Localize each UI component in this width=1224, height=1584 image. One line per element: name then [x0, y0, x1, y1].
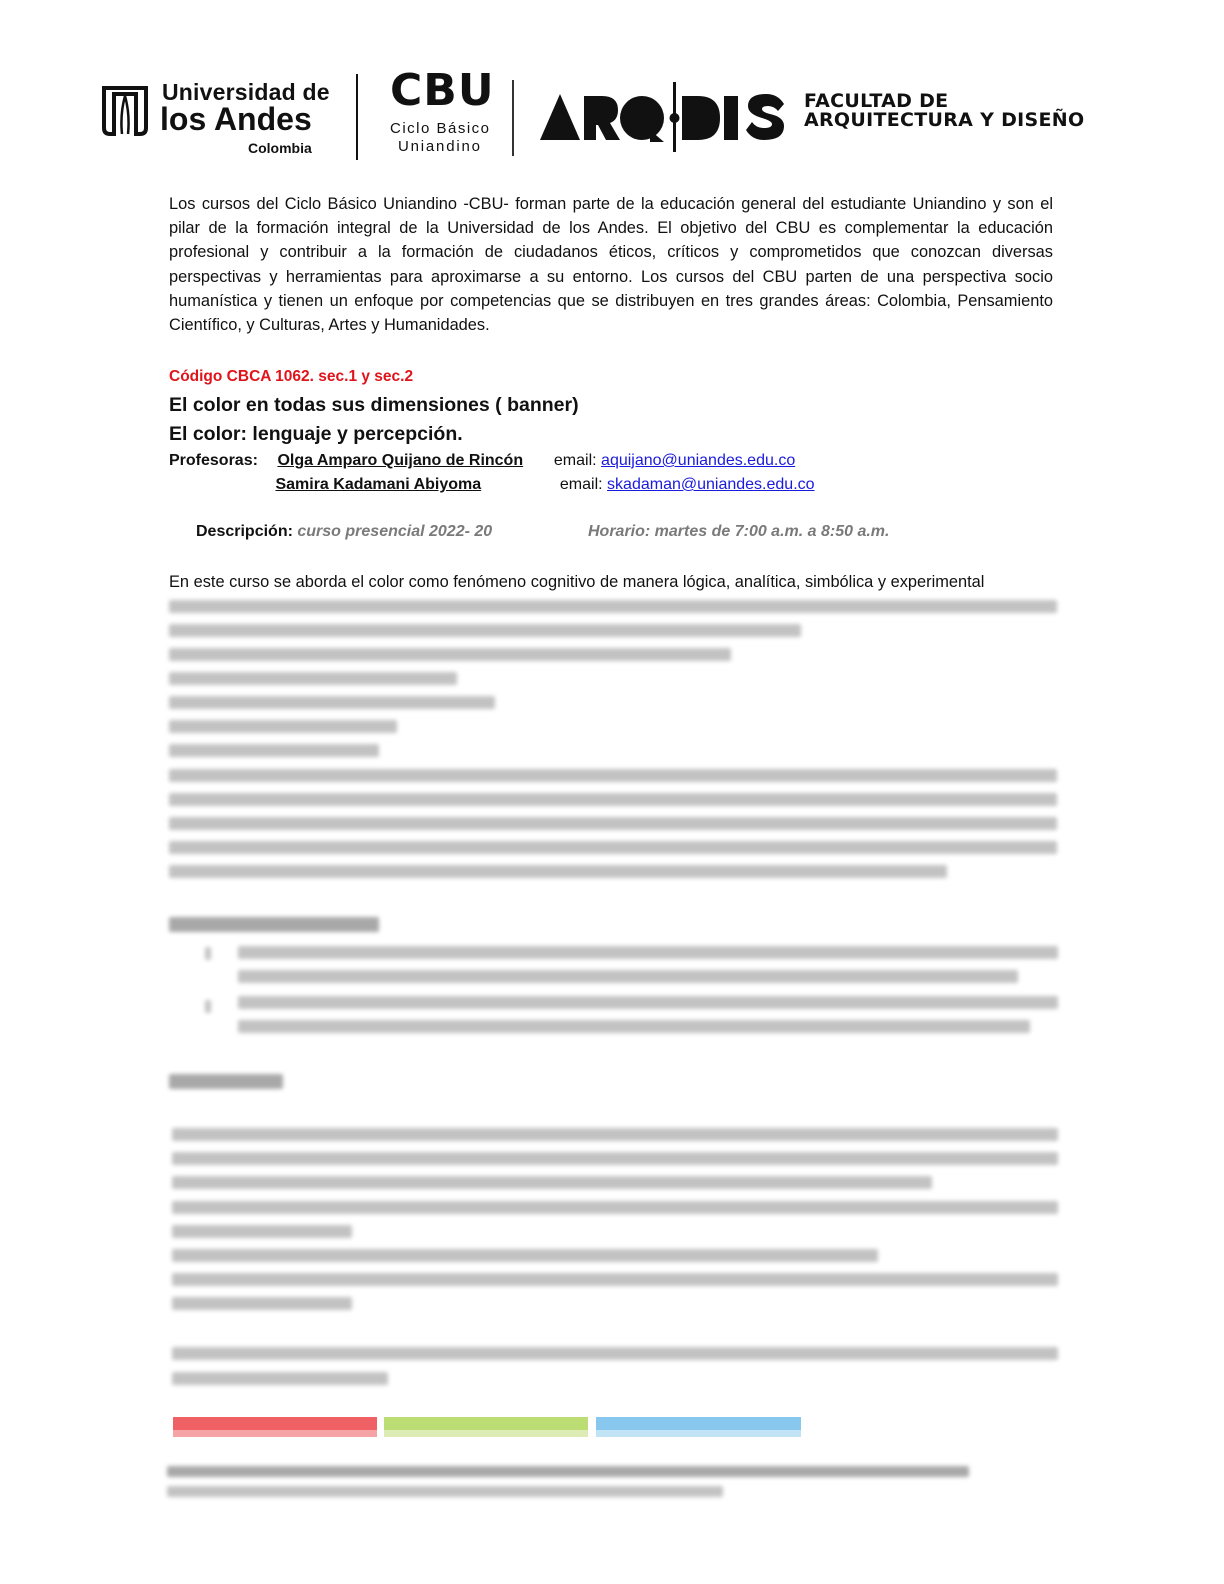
blurred-line: [169, 744, 379, 757]
cbu-logo: [388, 65, 518, 162]
blurred-line: [172, 1201, 1058, 1214]
blurred-line: [169, 865, 947, 878]
blurred-line: [169, 720, 397, 733]
professor-name: Samira Kadamani Abiyoma: [275, 476, 482, 493]
email-label: email:: [559, 476, 603, 493]
blurred-line: [172, 1225, 352, 1238]
blurred-line: [238, 970, 1018, 983]
blurred-line: [172, 1273, 1058, 1286]
email-label: email:: [553, 452, 597, 469]
blurred-line: [169, 600, 1057, 613]
blurred-line: [169, 769, 1057, 782]
uniandes-line3: Colombia: [248, 140, 312, 156]
color-bar-green: [384, 1417, 588, 1437]
professor-email-link[interactable]: aquijano@uniandes.edu.co: [601, 452, 796, 469]
blurred-line: [169, 672, 457, 685]
cbu-line1: Ciclo Básico: [390, 120, 491, 137]
blurred-footer-line: [167, 1466, 969, 1477]
blurred-line: [169, 624, 801, 637]
header-logos: [98, 65, 1128, 164]
logo-divider: [512, 80, 514, 156]
schedule: Horario: martes de 7:00 a.m. a 8:50 a.m.: [588, 523, 890, 540]
intro-paragraph: Los cursos del Ciclo Básico Uniandino -CBU- forman parte de la educación general del estudiante Uniandino y son el pilar de la formación integral de la Universidad de los Andes. El objetivo del CBU es complementar la educación profesional y contribuir a la formación de ciudadanos éticos, críticos y comprometidos que conozcan diversas perspectivas y herramientas para aproximarse a su entorno. Los cursos del CBU parten de una perspectiva socio humanística y tienen un enfoque por competencias que se distribuyen en tres grandes áreas: Colombia, Pensamiento Científico, y Culturas, Artes y Humanidades.: [169, 195, 1053, 335]
blurred-line: [172, 1176, 932, 1189]
blurred-line: [172, 1128, 1058, 1141]
arqdis-logo-icon: [538, 82, 788, 152]
blurred-line: [169, 841, 1057, 854]
uniandes-line1: Universidad de: [162, 79, 330, 105]
blurred-heading: [169, 917, 379, 932]
cbu-acronym: CBU: [390, 65, 495, 116]
blurred-line: [169, 696, 495, 709]
blurred-line: [169, 793, 1057, 806]
course-title: El color en todas sus dimensiones ( banner): [169, 394, 579, 416]
blurred-line: [169, 648, 731, 661]
blurred-bullet: [205, 947, 211, 960]
logo-divider: [356, 74, 358, 160]
professors-label: Profesoras:: [169, 452, 258, 469]
uniandes-line2: los Andes: [160, 101, 312, 137]
description-label: Descripción:: [196, 523, 293, 540]
color-bar-red: [173, 1417, 377, 1437]
blurred-line: [172, 1249, 878, 1262]
facultad-name: [804, 92, 1084, 130]
professor-row: [169, 474, 815, 496]
professor-email-link[interactable]: skadaman@uniandes.edu.co: [607, 476, 815, 493]
course-body-first-line: En este curso se aborda el color como fenómeno cognitivo de manera lógica, analítica, simbólica y experimental: [169, 573, 985, 591]
blurred-line: [172, 1152, 1058, 1165]
facultad-line2: ARQUITECTURA Y DISEÑO: [804, 109, 1085, 131]
blurred-heading: [169, 1074, 283, 1089]
blurred-line: [172, 1347, 1058, 1360]
uniandes-shield-icon: [100, 84, 150, 138]
cbu-line2: Uniandino: [398, 138, 482, 155]
facultad-line1: FACULTAD DE: [804, 90, 949, 112]
blurred-line: [169, 817, 1057, 830]
blurred-line: [172, 1372, 388, 1385]
description-value: curso presencial 2022- 20: [297, 523, 493, 540]
blurred-line: [238, 996, 1058, 1009]
blurred-bullet: [205, 1000, 211, 1013]
blurred-line: [172, 1297, 352, 1310]
color-bar-blue: [596, 1417, 801, 1437]
course-subtitle: El color: lenguaje y percepción.: [169, 423, 463, 445]
professor-name: Olga Amparo Quijano de Rincón: [277, 452, 524, 469]
uniandes-logo: [98, 78, 328, 158]
blurred-line: [238, 946, 1058, 959]
blurred-footer-line: [167, 1486, 723, 1497]
description-row: [196, 521, 890, 543]
blurred-line: [238, 1020, 1030, 1033]
course-code: Código CBCA 1062. sec.1 y sec.2: [169, 368, 414, 385]
professor-row: [169, 450, 795, 472]
